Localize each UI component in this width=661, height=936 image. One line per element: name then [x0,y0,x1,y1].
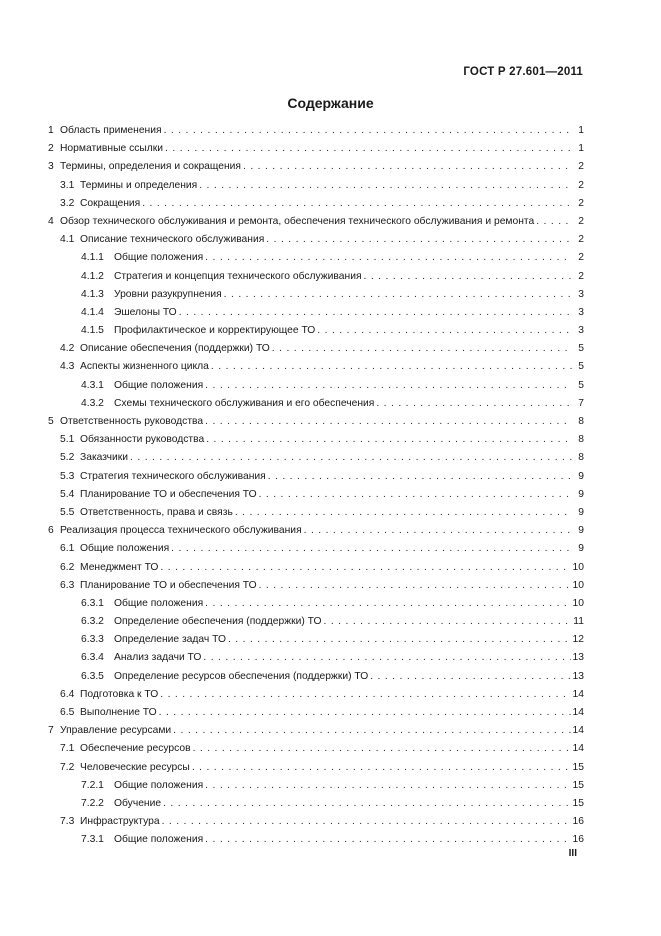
toc-dot-leader [205,777,570,795]
toc-entry[interactable] [48,486,584,504]
toc-dot-leader [142,195,572,213]
toc-entry-page: 2 [578,179,584,191]
toc-entry[interactable] [48,722,584,740]
toc-entry-title: Общие положения [114,779,204,791]
toc-entry-number: 4.1.2 [81,270,104,282]
toc-entry-page: 13 [572,670,584,682]
toc-entry-page: 13 [572,652,584,664]
toc-entry-number: 6.3.5 [81,670,104,682]
toc-dot-leader [266,231,572,249]
toc-entry-page: 14 [572,688,584,700]
toc-dot-leader [536,213,572,231]
toc-entry[interactable] [48,304,584,322]
toc-entry-number: 7.3 [60,816,75,828]
toc-entry-number: 6.3.3 [81,634,104,646]
toc-entry-page: 2 [578,215,584,227]
toc-dot-leader [162,813,571,831]
toc-entry-title: Стратегия технического обслуживания [80,470,266,482]
toc-dot-leader [317,322,572,340]
toc-entry-title: Термины и определения [80,179,198,191]
toc-entry[interactable] [48,504,584,522]
toc-entry-page: 7 [578,397,584,409]
toc-dot-leader [199,177,572,195]
toc-entry[interactable] [48,340,584,358]
toc-entry-number: 5 [48,416,54,427]
toc-entry-number: 5.1 [60,434,75,446]
toc-entry-number: 3.1 [60,179,75,191]
toc-entry-number: 6.1 [60,543,75,555]
toc-entry[interactable] [48,704,584,722]
toc-entry-number: 2 [48,143,54,155]
toc-entry[interactable] [48,613,584,631]
toc-dot-leader [235,504,572,522]
toc-entry-page: 10 [572,561,584,573]
toc-entry-number: 4.1.1 [81,252,104,264]
toc-entry-page: 5 [578,379,584,391]
toc-entry-page: 16 [572,816,584,828]
toc-entry-page: 15 [572,761,584,773]
toc-entry-number: 5.3 [60,470,75,482]
toc-entry-title: Общие положения [80,543,170,555]
toc-entry[interactable] [48,286,584,304]
toc-entry[interactable] [48,577,584,595]
toc-entry-number: 7.2.1 [81,779,104,791]
toc-entry[interactable] [48,377,584,395]
toc-dot-leader [203,649,570,667]
toc-dot-leader [268,468,572,486]
toc-entry[interactable] [48,158,584,176]
toc-entry-number: 4.3.1 [81,379,104,391]
toc-entry-page: 14 [572,725,584,737]
toc-entry-page: 1 [578,143,584,155]
toc-dot-leader [179,304,572,322]
toc-entry-number: 6.3.1 [81,597,104,609]
toc-entry-title: Человеческие ресурсы [80,761,190,773]
toc-entry[interactable] [48,686,584,704]
toc-entry-page: 2 [578,270,584,282]
toc-dot-leader [259,577,571,595]
toc-entry-page: 11 [573,616,584,628]
toc-entry-title: Анализ задачи ТО [114,652,202,664]
toc-entry-number: 7.2.2 [81,797,104,809]
toc-entry[interactable] [48,759,584,777]
toc-entry-page: 16 [572,834,584,846]
toc-dot-leader [130,449,572,467]
toc-entry-number: 5.2 [60,452,75,464]
toc-dot-leader [364,268,572,286]
toc-dot-leader [272,340,572,358]
toc-entry[interactable] [48,140,584,158]
toc-entry-number: 7.1 [60,743,75,755]
toc-dot-leader [205,413,572,431]
toc-entry-number: 4.1.4 [81,306,104,318]
toc-entry-number: 4 [48,215,54,227]
toc-entry-page: 8 [578,434,584,446]
toc-entry[interactable] [48,740,584,758]
toc-dot-leader [376,395,572,413]
toc-entry-number: 5.5 [60,506,75,518]
toc-entry-number: 7.2 [60,761,75,773]
toc-entry-title: Планирование ТО и обеспечения ТО [80,579,257,591]
toc-entry-title: Общие положения [114,252,204,264]
toc-entry[interactable] [48,395,584,413]
toc-entry-number: 4.3 [60,361,75,373]
toc-entry-title: Определение задач ТО [114,634,226,646]
toc-dot-leader [160,559,570,577]
toc-entry-page: 3 [578,325,584,337]
toc-entry[interactable] [48,358,584,376]
toc-entry-number: 4.1 [60,234,75,246]
toc-dot-leader [211,358,572,376]
toc-entry-title: Обзор технического обслуживания и ремонта, обеспечения технического обслуживания и ремонта [60,215,535,227]
toc-entry-number: 6 [48,525,54,537]
toc-entry-title: Обучение [114,797,162,809]
page-number: III [568,848,577,859]
toc-entry-page: 5 [578,361,584,373]
toc-entry-page: 15 [572,779,584,791]
toc-entry-page: 9 [578,506,584,518]
toc-entry-title: Заказчики [80,452,129,464]
toc-entry-number: 3 [48,161,54,173]
toc-entry-number: 4.1.3 [81,288,104,300]
toc-entry-number: 6.3.4 [81,652,104,664]
toc-entry-title: Общие положения [114,379,204,391]
toc-entry[interactable] [48,668,584,686]
toc-entry-page: 2 [578,252,584,264]
toc-entry[interactable] [48,649,584,667]
toc-entry-page: 14 [572,707,584,718]
toc-entry-page: 2 [578,197,584,209]
toc-entry-title: Определение обеспечения (поддержки) ТО [114,616,322,628]
toc-entry-title: Выполнение ТО [80,707,157,718]
toc-entry-number: 6.5 [60,707,75,718]
toc-entry-page: 9 [578,488,584,500]
toc-entry-title: Инфраструктура [80,816,160,828]
toc-entry-page: 8 [578,416,584,427]
toc-entry-title: Общие положения [114,597,204,609]
toc-entry[interactable] [48,559,584,577]
toc-dot-leader [159,704,571,722]
toc-entry-title: Эшелоны ТО [114,306,177,318]
toc-entry[interactable] [48,522,584,540]
toc-dot-leader [164,122,572,140]
toc-entry[interactable] [48,177,584,195]
toc-entry[interactable] [48,249,584,267]
toc-entry-number: 4.1.5 [81,325,104,337]
toc-entry-page: 10 [572,597,584,609]
toc-entry-page: 8 [578,452,584,464]
toc-entry[interactable] [48,813,584,831]
toc-dot-leader [205,377,572,395]
toc-dot-leader [160,686,570,704]
toc-entry-number: 3.2 [60,197,75,209]
toc-entry-title: Планирование ТО и обеспечения ТО [80,488,257,500]
toc-entry-title: Стратегия и концепция технического обслуживания [114,270,362,282]
toc-dot-leader [304,522,572,540]
toc-entry-page: 10 [572,579,584,591]
table-of-contents [48,122,584,850]
toc-entry-title: Менеджмент ТО [80,561,159,573]
toc-entry-title: Реализация процесса технического обслуживания [60,525,302,537]
toc-dot-leader [205,595,570,613]
toc-entry[interactable] [48,213,584,231]
toc-entry-page: 5 [578,343,584,355]
toc-entry-number: 6.2 [60,561,75,573]
toc-entry-title: Определение ресурсов обеспечения (поддержки) ТО [114,670,369,682]
toc-entry-page: 14 [572,743,584,755]
toc-entry-title: Профилактическое и корректирующее ТО [114,325,316,337]
toc-entry[interactable] [48,831,584,849]
toc-entry-title: Подготовка к ТО [80,688,159,700]
toc-entry-number: 6.4 [60,688,75,700]
toc-entry[interactable] [48,795,584,813]
toc-dot-leader [163,795,570,813]
toc-entry-number: 5.4 [60,488,75,500]
standard-designation: ГОСТ Р 27.601—2011 [463,66,583,78]
toc-entry-number: 7.3.1 [81,834,104,846]
toc-entry-title: Ответственность, права и связь [80,506,233,518]
toc-entry-title: Область применения [60,125,162,136]
toc-entry[interactable] [48,449,584,467]
toc-entry-title: Аспекты жизненного цикла [80,361,209,373]
toc-entry-title: Нормативные ссылки [60,143,164,155]
toc-dot-leader [192,759,571,777]
toc-entry[interactable] [48,195,584,213]
toc-dot-leader [206,431,572,449]
toc-entry-title: Схемы технического обслуживания и его обеспечения [114,397,375,409]
toc-entry-title: Ответственность руководства [60,416,204,427]
toc-entry[interactable] [48,540,584,558]
toc-entry-page: 9 [578,470,584,482]
toc-dot-leader [165,140,572,158]
toc-entry-number: 6.3 [60,579,75,591]
toc-entry[interactable] [48,322,584,340]
toc-entry-number: 4.3.2 [81,397,104,409]
toc-entry[interactable] [48,122,584,140]
toc-entry-title: Описание обеспечения (поддержки) ТО [80,343,270,355]
toc-entry-title: Термины, определения и сокращения [60,161,241,173]
toc-entry-page: 2 [578,161,584,173]
toc-entry-title: Управление ресурсами [60,725,172,737]
toc-dot-leader [205,831,570,849]
toc-dot-leader [243,158,572,176]
toc-entry-title: Уровни разукрупнения [114,288,222,300]
toc-entry-number: 4.2 [60,343,75,355]
toc-dot-leader [173,722,570,740]
toc-dot-leader [193,740,571,758]
toc-entry[interactable] [48,413,584,431]
toc-entry-page: 3 [578,288,584,300]
toc-heading: Содержание [287,95,374,111]
toc-entry-title: Обеспечение ресурсов [80,743,191,755]
toc-entry-page: 15 [572,797,584,809]
toc-entry[interactable] [48,431,584,449]
toc-entry-page: 1 [578,125,584,136]
toc-entry-title: Общие положения [114,834,204,846]
toc-dot-leader [259,486,572,504]
toc-dot-leader [224,286,572,304]
toc-entry[interactable] [48,268,584,286]
toc-entry-page: 9 [578,525,584,537]
toc-entry[interactable] [48,231,584,249]
toc-entry-title: Описание технического обслуживания [80,234,265,246]
toc-dot-leader [205,249,572,267]
toc-entry-title: Обязанности руководства [80,434,205,446]
toc-entry[interactable] [48,595,584,613]
toc-dot-leader [370,668,570,686]
toc-entry-page: 9 [578,543,584,555]
toc-entry[interactable] [48,631,584,649]
toc-entry-page: 12 [572,634,584,646]
toc-entry-title: Сокращения [80,197,141,209]
toc-entry-number: 1 [48,125,54,136]
toc-entry-page: 2 [578,234,584,246]
toc-entry-number: 7 [48,725,54,737]
toc-entry-page: 3 [578,306,584,318]
toc-entry-number: 6.3.2 [81,616,104,628]
toc-dot-leader [324,613,572,631]
toc-dot-leader [228,631,571,649]
toc-entry[interactable] [48,468,584,486]
toc-entry[interactable] [48,777,584,795]
toc-dot-leader [171,540,572,558]
